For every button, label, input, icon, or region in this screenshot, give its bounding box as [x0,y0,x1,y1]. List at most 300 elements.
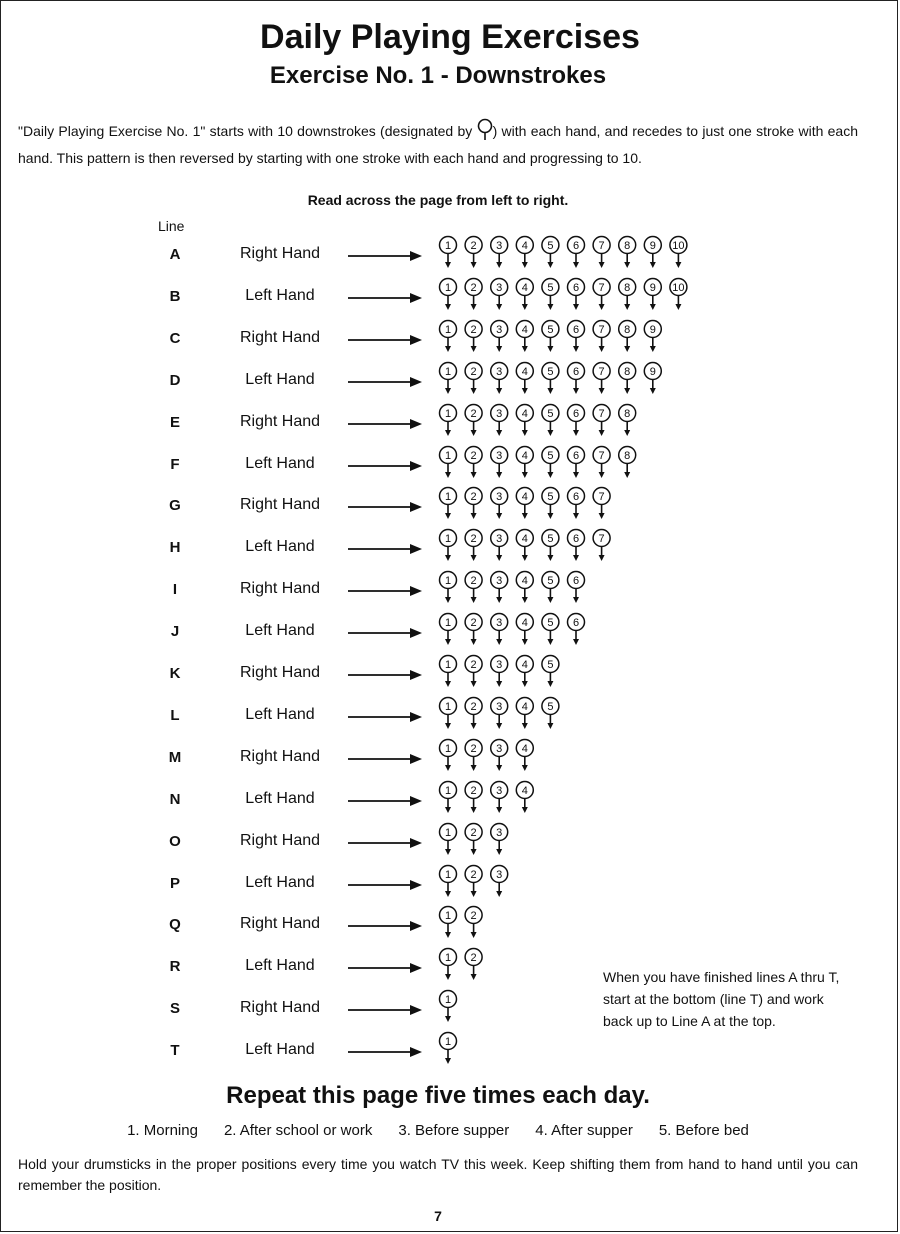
downstroke-icon [465,865,482,897]
arrow-right-icon [348,837,424,849]
row-hand-label: Left Hand [245,370,315,388]
downstroke-icon [491,781,508,813]
downstroke-icon [516,278,533,310]
downstroke-icon [440,781,457,813]
downstroke-icon [619,278,636,310]
stroke-number: 2 [470,240,477,252]
downstroke-icon [644,362,661,394]
arrow-right-icon [348,753,424,765]
downstroke-icon [491,697,508,729]
row-hand-label: Left Hand [245,1041,315,1059]
downstroke-icon [440,278,457,310]
stroke-number: 9 [649,323,656,336]
downstroke-icon [542,362,559,394]
downstroke-icon [440,697,457,729]
stroke-number: 1 [444,742,452,755]
stroke-number: 1 [444,868,452,881]
downstroke-icon [465,907,482,939]
stroke-number: 1 [444,784,452,797]
stroke-sequence [438,403,640,439]
stroke-number: 3 [496,323,503,336]
stroke-sequence [438,486,614,522]
downstroke-icon [593,320,610,352]
repeat-heading: Repeat this page five times each day. [226,1082,650,1109]
downstroke-icon [516,530,533,562]
row-letter: K [169,665,181,682]
stroke-number: 8 [624,449,631,462]
row-hand-label: Left Hand [245,873,315,891]
row-letter: G [169,497,181,515]
downstroke-icon [619,237,636,269]
downstroke-icon [542,278,559,310]
downstroke-icon [516,237,533,269]
downstroke-icon [542,404,559,436]
downstroke-icon [542,446,559,478]
row-hand-label: Right Hand [239,747,321,765]
row-hand-label: Left Hand [245,789,315,807]
stroke-number: 7 [598,533,605,546]
stroke-number: 6 [572,533,580,546]
practice-time-item: 2. After school or work [223,1122,373,1139]
arrow-right-icon [348,1046,424,1058]
row-letter: E [169,413,180,431]
downstroke-icon [568,237,585,269]
row-hand-label: Left Hand [245,286,315,304]
downstroke-icon [491,320,508,352]
stroke-number: 4 [521,617,528,630]
stroke-number: 8 [624,365,631,378]
row-letter: D [169,371,181,389]
row-letter: F [170,455,180,473]
downstroke-icon [670,278,687,310]
downstroke-icon [491,823,508,855]
stroke-number: 6 [572,240,580,252]
stroke-number: 7 [598,491,605,504]
stroke-number: 1 [444,281,452,294]
downstroke-icon [516,697,533,729]
downstroke-icon [516,781,533,813]
stroke-number: 4 [521,659,528,671]
downstroke-icon [568,404,585,436]
stroke-number: 2 [470,575,477,588]
stroke-number: 3 [496,240,503,252]
downstroke-icon [568,320,585,352]
practice-times [0,1122,876,1139]
row-letter: Q [169,916,181,934]
downstroke-icon [670,237,687,269]
arrow-right-icon [348,585,424,597]
downstroke-icon [465,781,482,813]
row-letter: O [169,832,181,850]
stroke-number: 2 [470,449,477,462]
intro-paragraph [18,118,858,169]
stroke-number: 4 [521,700,528,713]
downstroke-icon [491,488,508,520]
stroke-number: 1 [444,659,452,671]
downstroke-icon [491,865,508,897]
stroke-number: 6 [572,491,580,504]
downstroke-icon [516,446,533,478]
stroke-number: 10 [672,240,685,252]
downstroke-icon [542,572,559,604]
stroke-number: 6 [572,281,580,294]
arrow-right-icon [348,376,424,388]
downstroke-icon [568,278,585,310]
stroke-sequence [438,989,460,1025]
downstroke-icon [440,739,457,771]
downstroke-icon [516,739,533,771]
stroke-sequence [438,1031,460,1067]
downstroke-icon [568,572,585,604]
arrow-right-icon [348,962,424,974]
downstroke-icon [593,237,610,269]
downstroke-icon [465,446,482,478]
stroke-number: 2 [470,407,477,420]
downstroke-icon [593,488,610,520]
row-letter: H [169,539,181,557]
stroke-number: 6 [572,407,580,420]
stroke-number: 1 [444,910,452,923]
side-note: When you have finished lines A thru T, start at the bottom (line T) and work back up to Line A at the top. [603,969,840,1029]
row-letter: N [169,790,181,808]
stroke-sequence [438,822,512,858]
stroke-number: 5 [547,407,554,420]
downstroke-icon [465,949,482,981]
footer-tip: Hold your drumsticks in the proper positions every time you watch TV this week. Keep shifting them from hand to hand until you can remember the position. [18,1156,858,1193]
stroke-number: 5 [547,533,554,546]
stroke-number: 5 [547,491,554,504]
stroke-number: 8 [624,407,631,420]
stroke-number: 4 [521,240,528,252]
downstroke-icon [440,572,457,604]
downstroke-icon [568,362,585,394]
downstroke-icon [465,362,482,394]
arrow-right-icon [348,795,424,807]
row-hand-label: Left Hand [245,957,315,975]
downstroke-icon [465,656,482,688]
stroke-number: 1 [444,994,452,1007]
downstroke-icon [491,237,508,269]
downstroke-icon [440,614,457,646]
downstroke-icon [644,237,661,269]
read-instruction: Read across the page from left to right. [307,192,569,208]
arrow-right-icon [348,627,424,639]
downstroke-icon [516,614,533,646]
downstroke-icon [516,488,533,520]
row-hand-label: Right Hand [239,831,321,849]
downstroke-icon [568,488,585,520]
arrow-right-icon [348,920,424,932]
stroke-number: 7 [598,449,605,462]
row-letter: B [169,287,181,305]
arrow-right-icon [348,501,424,513]
downstroke-icon [619,320,636,352]
stroke-number: 3 [496,742,503,755]
stroke-number: 2 [470,617,477,630]
stroke-number: 6 [572,449,580,462]
downstroke-icon [542,320,559,352]
stroke-number: 1 [444,240,452,252]
stroke-sequence [438,235,691,271]
downstroke-icon [593,278,610,310]
stroke-number: 1 [444,1036,452,1049]
downstroke-icon [491,656,508,688]
row-letter: C [169,329,181,347]
row-letter: J [170,623,180,641]
downstroke-icon [542,697,559,729]
stroke-number: 8 [624,281,631,294]
row-letter: M [168,748,182,766]
stroke-number: 2 [470,700,477,713]
arrow-right-icon [348,250,424,262]
downstroke-icon [491,278,508,310]
stroke-number: 3 [496,784,503,797]
stroke-number: 4 [521,575,528,588]
row-hand-label: Right Hand [239,328,321,346]
stroke-number: 3 [496,281,503,294]
stroke-number: 7 [598,281,605,294]
stroke-sequence [438,738,537,774]
downstroke-icon [516,656,533,688]
stroke-number: 4 [521,323,528,336]
downstroke-icon [491,446,508,478]
row-letter: P [169,874,180,892]
downstroke-icon [465,278,482,310]
downstroke-icon [568,446,585,478]
downstroke-icon [568,530,585,562]
stroke-number: 4 [521,281,528,294]
stroke-number: 2 [470,365,477,378]
downstroke-icon [542,237,559,269]
downstroke-icon [619,404,636,436]
row-hand-label: Left Hand [245,622,315,640]
stroke-sequence [438,277,691,313]
downstroke-icon [593,404,610,436]
stroke-number: 7 [598,323,605,336]
stroke-number: 3 [496,449,503,462]
stroke-sequence [438,696,563,732]
stroke-number: 5 [547,700,554,713]
page-subtitle: Exercise No. 1 - Downstrokes [269,62,607,89]
row-hand-label: Left Hand [245,538,315,556]
stroke-number: 1 [444,952,452,965]
stroke-number: 1 [444,491,452,504]
stroke-number: 4 [521,449,528,462]
practice-time-item: 5. Before bed [658,1122,749,1139]
stroke-number: 1 [444,826,452,839]
arrow-right-icon [348,460,424,472]
downstroke-icon [491,572,508,604]
row-letter: R [169,958,181,976]
downstroke-icon [440,865,457,897]
stroke-number: 5 [547,617,554,630]
stroke-number: 3 [496,868,503,881]
row-hand-label: Right Hand [239,999,321,1017]
stroke-number: 9 [649,281,656,294]
downstroke-icon [440,446,457,478]
row-letter: T [170,1042,180,1060]
stroke-number: 6 [572,575,580,588]
downstroke-icon [440,949,457,981]
stroke-number: 3 [496,617,503,630]
arrow-right-icon [348,334,424,346]
downstroke-icon [542,614,559,646]
stroke-number: 9 [649,240,656,252]
downstroke-icon [593,362,610,394]
downstroke-icon [619,446,636,478]
stroke-number: 6 [572,323,580,336]
arrow-right-icon [348,669,424,681]
downstroke-icon [542,530,559,562]
downstroke-icon [465,404,482,436]
stroke-number: 2 [470,742,477,755]
row-letter: S [169,1000,180,1018]
stroke-number: 1 [444,617,452,630]
arrow-right-icon [348,879,424,891]
stroke-sequence [438,905,486,941]
stroke-number: 2 [470,533,477,546]
practice-time-item: 3. Before supper [398,1122,510,1139]
row-hand-label: Right Hand [239,915,321,933]
intro-text-1: "Daily Playing Exercise No. 1" starts with 10 downstrokes (designated by [18,123,473,139]
downstroke-icon [491,530,508,562]
arrow-right-icon [348,292,424,304]
stroke-number: 7 [598,365,605,378]
stroke-number: 1 [444,700,452,713]
downstroke-icon [477,118,493,148]
row-letter: L [170,706,180,724]
downstroke-icon [516,404,533,436]
page-number: 7 [434,1208,442,1224]
arrow-right-icon [348,418,424,430]
stroke-sequence [438,528,614,564]
downstroke-icon [619,362,636,394]
stroke-sequence [438,361,665,397]
row-hand-label: Left Hand [245,454,315,472]
stroke-sequence [438,445,640,481]
stroke-number: 3 [496,700,503,713]
line-column-header: Line [158,218,185,234]
stroke-number: 6 [572,365,580,378]
stroke-number: 2 [470,659,477,671]
downstroke-icon [465,530,482,562]
stroke-number: 3 [496,491,503,504]
page-title: Daily Playing Exercises [260,18,640,56]
downstroke-icon [542,656,559,688]
downstroke-icon [516,320,533,352]
stroke-number: 2 [470,323,477,336]
downstroke-icon [465,320,482,352]
downstroke-icon [516,572,533,604]
downstroke-icon [465,572,482,604]
downstroke-icon [440,991,457,1023]
stroke-number: 5 [547,281,554,294]
downstroke-icon [440,362,457,394]
row-hand-label: Right Hand [239,412,321,430]
stroke-sequence [438,654,563,690]
downstroke-icon [644,320,661,352]
stroke-number: 5 [547,323,554,336]
stroke-number: 5 [547,240,554,252]
stroke-number: 8 [624,240,631,252]
stroke-number: 4 [521,491,528,504]
stroke-number: 3 [496,575,503,588]
downstroke-icon [465,697,482,729]
stroke-number: 1 [444,449,452,462]
downstroke-icon [568,614,585,646]
stroke-number: 7 [598,240,605,252]
downstroke-icon [440,656,457,688]
stroke-number: 2 [470,826,477,839]
downstroke-icon [465,614,482,646]
stroke-number: 1 [444,407,452,420]
stroke-number: 4 [521,784,528,797]
downstroke-icon [465,237,482,269]
row-hand-label: Right Hand [239,580,321,598]
downstroke-icon [491,404,508,436]
downstroke-icon [465,739,482,771]
downstroke-icon [440,907,457,939]
row-hand-label: Right Hand [239,496,321,514]
stroke-number: 2 [470,491,477,504]
downstroke-icon [440,823,457,855]
stroke-sequence [438,780,537,816]
downstroke-icon [491,739,508,771]
stroke-number: 4 [521,533,528,546]
stroke-number: 1 [444,575,452,588]
stroke-number: 3 [496,533,503,546]
stroke-number: 3 [496,826,503,839]
stroke-number: 5 [547,365,554,378]
practice-time-item: 4. After supper [535,1122,633,1139]
stroke-number: 3 [496,659,503,671]
stroke-sequence [438,319,665,355]
stroke-number: 9 [649,365,656,378]
stroke-number: 5 [547,449,554,462]
row-hand-label: Right Hand [239,245,321,262]
row-letter: I [172,581,178,599]
stroke-number: 10 [672,281,685,294]
downstroke-icon [440,404,457,436]
row-letter: A [169,246,181,263]
stroke-number: 4 [521,407,528,420]
row-hand-label: Right Hand [239,664,321,681]
row-hand-label: Left Hand [245,705,315,723]
stroke-number: 1 [444,533,452,546]
intro-text-2: ) with each hand, and recedes to just one stroke with each hand. This pattern is then reversed by starting with one stroke with each hand and progressing to 10. [18,123,859,166]
stroke-number: 2 [470,910,477,923]
arrow-right-icon [348,1004,424,1016]
practice-time-item: 1. Morning [127,1122,198,1139]
downstroke-icon [465,823,482,855]
downstroke-icon [440,530,457,562]
downstroke-icon [542,488,559,520]
stroke-sequence [438,864,512,900]
stroke-number: 5 [547,575,554,588]
stroke-number: 1 [444,323,452,336]
downstroke-icon [593,530,610,562]
stroke-number: 6 [572,617,580,630]
downstroke-icon [491,614,508,646]
arrow-right-icon [348,543,424,555]
stroke-number: 3 [496,365,503,378]
stroke-number: 7 [598,407,605,420]
stroke-sequence [438,570,588,606]
stroke-sequence [438,947,486,983]
downstroke-icon [516,362,533,394]
stroke-number: 2 [470,784,477,797]
stroke-number: 5 [547,659,554,671]
